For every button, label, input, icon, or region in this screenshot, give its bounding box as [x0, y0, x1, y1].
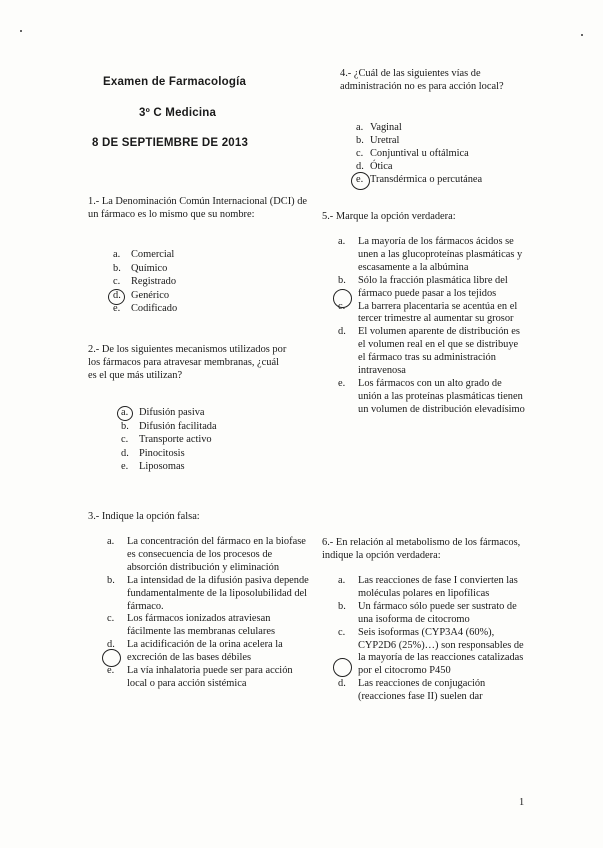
question-text: 4.- ¿Cuál de las siguientes vías de administración no es para acción local?: [340, 68, 504, 92]
option-a[interactable]: a. Las reacciones de fase I convierten las moléculas polares en lipofílicas: [338, 575, 518, 599]
question-2: [88, 343, 288, 382]
answer-mark-circle: [102, 649, 121, 667]
question-6: [322, 536, 527, 562]
option-c[interactable]: c. Seis isoformas (CYP3A4 (60%), CYP2D6 (25%)…) son responsables de la mayoría de las reacciones catalizadas por el citocromo P450: [338, 626, 524, 677]
option-d[interactable]: d. La acidificación de la orina acelera la excreción de las bases débiles: [107, 639, 283, 664]
option-b[interactable]: b. La intensidad de la difusión pasiva depende fundamentalmente de la liposolubilidad del fármaco.: [107, 574, 309, 612]
option-d[interactable]: d. Ótica: [356, 160, 393, 172]
question-1: [88, 195, 310, 221]
scan-speck: [581, 34, 583, 36]
option-a[interactable]: a. La mayoría de los fármacos ácidos se unen a las glucoproteínas plasmáticas y escasamente a la albúmina: [338, 236, 523, 273]
question-2-options: [121, 406, 217, 474]
option-e[interactable]: e. Los fármacos con un alto grado de unión a las proteínas plasmáticas tienen un volumen de distribución elevadísimo: [338, 377, 525, 415]
option-c[interactable]: c. Transporte activo: [121, 434, 212, 446]
option-c[interactable]: c. La barrera placentaria se acentúa en el tercer trimestre al aumentar su grosor: [338, 300, 518, 325]
scan-speck: [20, 30, 22, 32]
answer-mark-circle: [333, 658, 352, 677]
option-e[interactable]: e. Liposomas: [121, 461, 185, 473]
option-b[interactable]: b. Sólo la fracción plasmática libre del fármaco puede pasar a los tejidos: [338, 274, 508, 299]
question-6-options: [338, 575, 528, 704]
option-d[interactable]: d. Las reacciones de conjugación (reacciones fase II) suelen dar: [338, 678, 486, 703]
option-d[interactable]: d. El volumen aparente de distribución es el volumen real en el que se distribuye el fármaco tras su administración intravenosa: [338, 326, 520, 377]
question-text: 2.- De los siguientes mecanismos utilizados por los fármacos para atravesar membranas, ¿cuál es el que más utilizan?: [88, 344, 287, 381]
question-4: [340, 67, 528, 93]
exam-date: 8 DE SEPTIEMBRE DE 2013: [92, 137, 249, 149]
option-e[interactable]: e. Codificado: [113, 303, 178, 315]
question-5-options: [338, 236, 526, 417]
option-b[interactable]: b. Químico: [113, 262, 168, 274]
question-text: 1.- La Denominación Común Internacional (DCI) de un fármaco es lo mismo que su nombre:: [88, 196, 308, 220]
question-1-options: [113, 248, 177, 316]
question-text: 3.- Indique la opción falsa:: [88, 511, 200, 522]
option-d[interactable]: d. Genérico: [113, 289, 170, 301]
answer-mark-circle: [333, 289, 352, 308]
option-d[interactable]: d. Pinocitosis: [121, 447, 185, 459]
exam-title: Examen de Farmacología: [103, 76, 247, 88]
option-b[interactable]: b. Uretral: [356, 134, 400, 146]
answer-mark-circle: [117, 406, 133, 421]
option-a[interactable]: a. Difusión pasiva: [121, 407, 205, 418]
option-e[interactable]: e. Transdérmica o percutánea: [356, 173, 483, 185]
option-c[interactable]: c. Registrado: [113, 276, 177, 288]
option-e[interactable]: e. La vía inhalatoria puede ser para acción local o para acción sistémica: [107, 665, 293, 689]
option-a[interactable]: a. La concentración del fármaco en la biofase es consecuencia de los procesos de absorción distribución y eliminación: [107, 536, 306, 573]
option-c[interactable]: c. Los fármacos ionizados atraviesan fácilmente las membranas celulares: [107, 613, 275, 638]
option-b[interactable]: b. Un fármaco sólo puede ser sustrato de una isoforma de citocromo: [338, 600, 517, 625]
question-4-options: [356, 122, 482, 187]
answer-mark-circle: [351, 172, 370, 190]
option-a[interactable]: a. Comercial: [113, 249, 175, 260]
question-text: 6.- En relación al metabolismo de los fármacos, indique la opción verdadera:: [322, 537, 521, 561]
answer-mark-circle: [108, 289, 125, 305]
page-number: 1: [519, 797, 525, 808]
exam-course: 3º C Medicina: [139, 107, 217, 119]
question-text: 5.- Marque la opción verdadera:: [322, 211, 456, 222]
option-c[interactable]: c. Conjuntival u oftálmica: [356, 147, 469, 159]
question-3-options: [107, 536, 312, 691]
question-5: [322, 210, 542, 223]
question-3: [88, 510, 308, 523]
option-b[interactable]: b. Difusión facilitada: [121, 420, 217, 432]
option-a[interactable]: a. Vaginal: [356, 122, 402, 133]
